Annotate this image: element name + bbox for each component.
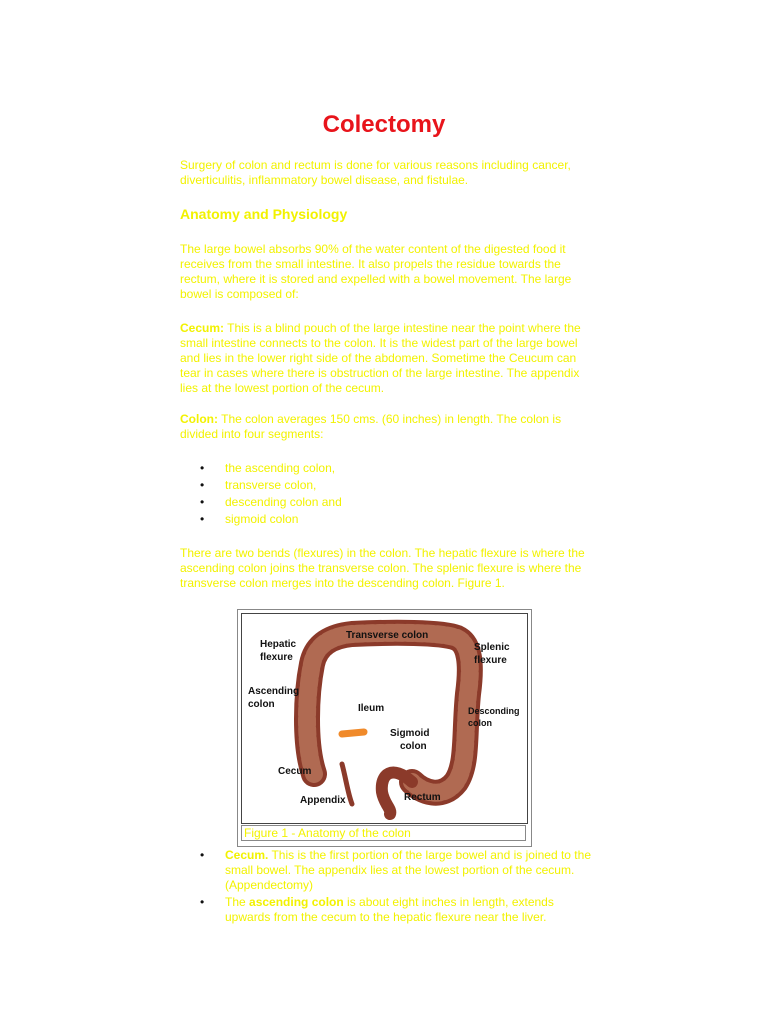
list-item: • sigmoid colon <box>200 511 342 528</box>
label-ileum: Ileum <box>358 703 385 714</box>
intro-paragraph: Surgery of colon and rectum is done for various reasons including cancer, diverticulitis, inflammatory bowel disease, and fistulae. <box>180 158 571 187</box>
colon-illustration <box>242 614 527 823</box>
label-transverse: Transverse colon <box>346 630 429 641</box>
cecum-term: Cecum: <box>180 321 225 335</box>
label-splenic: Splenic <box>474 642 510 653</box>
detail-term: Cecum. <box>225 848 269 862</box>
colon-segments-list <box>200 460 342 528</box>
list-item: • Cecum. This is the first portion of the large bowel and is joined to the small bowel. The appendix lies at the lowest portion of the cecum. (Appendectomy) <box>200 848 592 893</box>
label-sigmoid: Sigmoid <box>390 728 430 739</box>
colon-term: Colon: <box>180 412 218 426</box>
label-appendix: Appendix <box>300 795 346 806</box>
colon-paragraph <box>180 412 590 442</box>
figure-caption: Figure 1 - Anatomy of the colon <box>241 825 526 841</box>
list-item: • descending colon and <box>200 494 342 511</box>
label-ascending: Ascending <box>248 686 300 697</box>
label-sigmoid2: colon <box>400 741 427 752</box>
label-descending: Desconding <box>468 706 520 716</box>
detail-term: ascending colon <box>249 895 344 909</box>
flexures-paragraph: There are two bends (flexures) in the colon. The hepatic flexure is where the ascending colon joins the transverse colon. The splenic flexure is where the transverse colon merges into the descending colon. Figure 1. <box>180 546 585 590</box>
label-descending2: colon <box>468 718 492 728</box>
ileum-shape <box>342 732 364 734</box>
figure-1 <box>237 609 532 847</box>
large-bowel-paragraph: The large bowel absorbs 90% of the water content of the digested food it receives from the small intestine. It also propels the residue towards the rectum, where it is stored and expelled with a bowel movement. The large bowel is composed of: <box>180 242 572 301</box>
list-item: • transverse colon, <box>200 477 342 494</box>
list-item: • the ascending colon, <box>200 460 342 477</box>
page-title: Colectomy <box>322 111 446 138</box>
colon-anatomy-diagram <box>241 613 528 824</box>
cecum-text: This is a blind pouch of the large intestine near the point where the small intestine connects to the colon. It is the widest part of the large bowel and lies in the lower right side of the abdomen. Sometime the Ceucum can tear in cases where there is obstruction of the large intestine. The appendix lies at the lowest portion of the cecum. <box>180 321 581 395</box>
cecum-paragraph <box>180 321 590 396</box>
label-splenic2: flexure <box>474 655 507 666</box>
label-hepatic2: flexure <box>260 652 293 663</box>
colon-details-list <box>200 848 592 927</box>
label-rectum: Rectum <box>404 792 441 803</box>
label-cecum: Cecum <box>278 766 312 777</box>
list-item: • The ascending colon is about eight inches in length, extends upwards from the cecum to the hepatic flexure near the liver. <box>200 895 592 925</box>
section-heading: Anatomy and Physiology <box>180 206 348 222</box>
label-hepatic: Hepatic <box>260 639 297 650</box>
colon-text: The colon averages 150 cms. (60 inches) in length. The colon is divided into four segments: <box>180 412 562 441</box>
label-ascending2: colon <box>248 699 275 710</box>
